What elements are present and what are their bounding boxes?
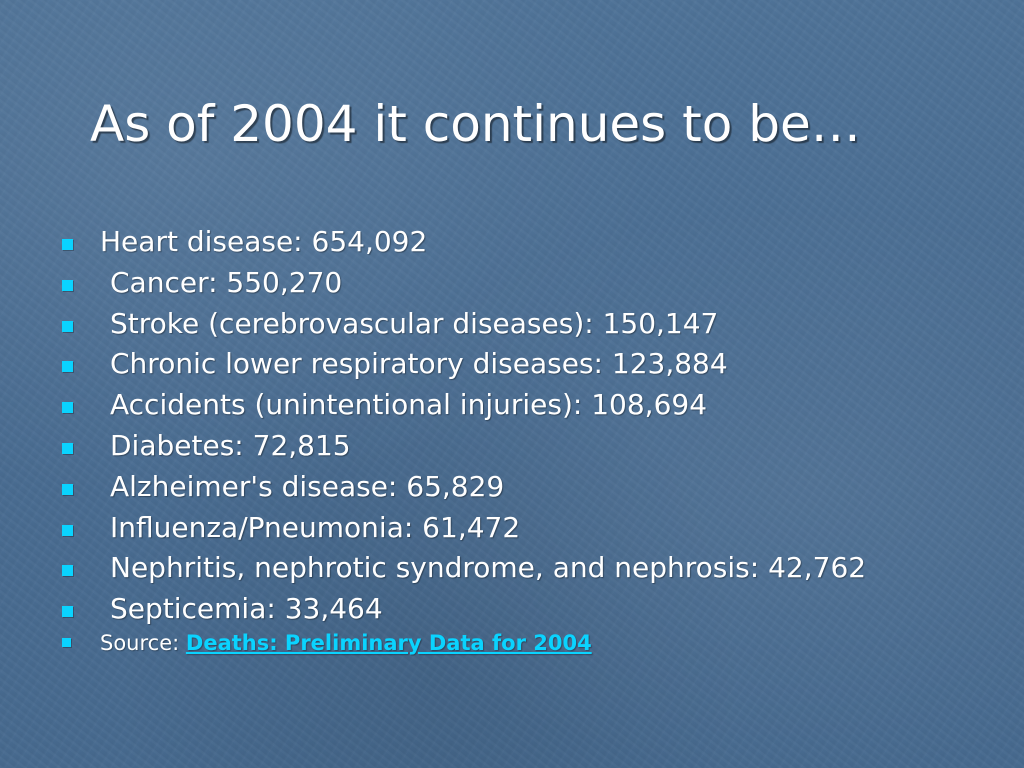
source-label: Source: <box>100 630 180 655</box>
square-bullet-icon <box>62 280 73 291</box>
list-item-text: Cancer: 550,270 <box>110 265 343 299</box>
source-line <box>100 628 592 658</box>
list-item-text: Chronic lower respiratory diseases: 123,884 <box>110 347 728 381</box>
square-bullet-icon <box>62 565 73 576</box>
square-bullet-icon <box>62 239 73 250</box>
square-bullet-icon <box>62 638 71 647</box>
list-item-text: Accidents (unintentional injuries): 108,694 <box>110 388 708 422</box>
slide-title: As of 2004 it continues to be… <box>90 95 861 153</box>
source-link[interactable]: Deaths: Preliminary Data for 2004 <box>185 630 592 655</box>
square-bullet-icon <box>62 361 73 372</box>
list-item-text: Diabetes: 72,815 <box>110 428 351 462</box>
list-item-text: Septicemia: 33,464 <box>110 592 383 626</box>
list-item-text: Stroke (cerebrovascular diseases): 150,147 <box>110 306 719 340</box>
square-bullet-icon <box>62 402 73 413</box>
list-item-text: Influenza/Pneumonia: 61,472 <box>110 510 521 544</box>
square-bullet-icon <box>62 484 73 495</box>
square-bullet-icon <box>62 443 73 454</box>
square-bullet-icon <box>62 321 73 332</box>
square-bullet-icon <box>62 525 73 536</box>
list-item-text: Nephritis, nephrotic syndrome, and nephrosis: 42,762 <box>110 551 867 585</box>
list-item-text: Heart disease: 654,092 <box>100 225 428 258</box>
square-bullet-icon <box>62 606 73 617</box>
list-item-text: Alzheimer's disease: 65,829 <box>110 469 505 503</box>
